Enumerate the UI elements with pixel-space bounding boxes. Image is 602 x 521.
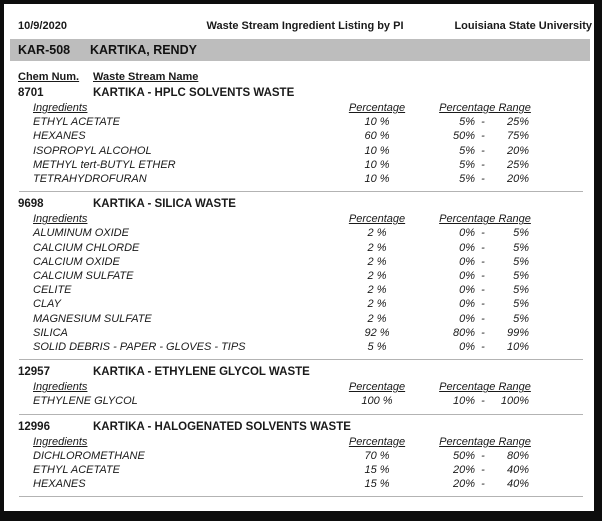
ingredient-percentage-range: [435, 255, 535, 269]
ingredient-rows: [4, 115, 594, 186]
ingredient-percentage: 2 %: [367, 298, 387, 311]
ingredient-rows: [4, 449, 594, 492]
percentage-column-header: Percentage: [348, 381, 406, 394]
ingredient-name: HEXANES: [33, 130, 86, 143]
ingredient-name: CALCIUM CHLORDE: [33, 241, 140, 254]
ingredient-rows: [4, 226, 594, 354]
ingredient-percentage: 10 %: [364, 116, 390, 129]
chem-num: 12957: [18, 366, 50, 379]
ingredients-column-header: Ingredients: [33, 102, 88, 114]
range-max: 20%: [506, 173, 529, 186]
range-separator: -: [481, 478, 485, 491]
pi-header-bar: [10, 39, 590, 61]
range-separator: -: [481, 341, 485, 354]
waste-stream-name: KARTIKA - HPLC SOLVENTS WASTE: [93, 87, 295, 99]
range-separator: -: [481, 395, 485, 408]
ingredient-percentage: 5 %: [367, 341, 387, 354]
ingredient-percentage: 70 %: [364, 449, 390, 462]
ingredients-column-header: Ingredients: [33, 381, 88, 394]
ingredient-row: [4, 312, 594, 326]
ingredient-name: HEXANES: [33, 478, 86, 491]
table-column-headers: [4, 71, 594, 83]
ingredient-rows: [4, 394, 594, 408]
ingredient-name: ETHYL ACETATE: [33, 116, 121, 129]
waste-stream-heading: [4, 365, 594, 379]
range-min: 10%: [452, 395, 475, 408]
ingredient-percentage-range: [435, 226, 535, 240]
pi-name: KARTIKA, RENDY: [90, 43, 197, 57]
range-max: 5%: [513, 241, 529, 254]
ingredient-percentage: 10 %: [364, 158, 390, 171]
percentage-column-header: Percentage: [348, 213, 406, 226]
range-max: 5%: [513, 312, 529, 325]
ingredient-table-header: [4, 212, 594, 226]
range-min: 0%: [459, 227, 475, 240]
range-max: 25%: [506, 158, 529, 171]
ingredient-row: [4, 172, 594, 186]
waste-stream-name-column-header: Waste Stream Name: [93, 71, 199, 83]
section-divider: [19, 496, 583, 497]
ingredient-name: SOLID DEBRIS - PAPER - GLOVES - TIPS: [33, 341, 246, 354]
ingredient-row: [4, 269, 594, 283]
report-title: Waste Stream Ingredient Listing by PI: [206, 20, 404, 32]
ingredient-percentage: 100 %: [361, 395, 393, 408]
ingredient-row: [4, 144, 594, 158]
range-min: 0%: [459, 255, 475, 268]
range-max: 20%: [506, 144, 529, 157]
range-min: 50%: [452, 449, 475, 462]
ingredient-percentage: 2 %: [367, 312, 387, 325]
percentage-range-column-header: Percentage Range: [439, 435, 531, 448]
ingredient-table-header: [4, 380, 594, 394]
ingredient-percentage: 10 %: [364, 144, 390, 157]
range-separator: -: [481, 284, 485, 297]
range-max: 5%: [513, 270, 529, 283]
range-separator: -: [481, 312, 485, 325]
range-max: 10%: [506, 341, 529, 354]
percentage-range-column-header: Percentage Range: [439, 381, 531, 394]
ingredient-percentage-range: [435, 394, 535, 408]
range-min: 0%: [459, 270, 475, 283]
range-min: 5%: [459, 173, 475, 186]
waste-stream-heading: [4, 197, 594, 211]
range-separator: -: [481, 144, 485, 157]
chem-num-column-header: Chem Num.: [18, 71, 80, 83]
ingredients-column-header: Ingredients: [33, 213, 88, 226]
ingredient-percentage: 10 %: [364, 173, 390, 186]
ingredient-percentage-range: [435, 158, 535, 172]
report-date: 10/9/2020: [18, 20, 67, 32]
range-separator: -: [481, 227, 485, 240]
range-min: 20%: [452, 464, 475, 477]
range-min: 50%: [452, 130, 475, 143]
ingredient-percentage-range: [435, 269, 535, 283]
range-min: 0%: [459, 241, 475, 254]
waste-stream-heading: [4, 86, 594, 100]
range-separator: -: [481, 173, 485, 186]
waste-stream-name: KARTIKA - HALOGENATED SOLVENTS WASTE: [93, 420, 351, 433]
ingredient-name: CALCIUM OXIDE: [33, 255, 120, 268]
ingredient-name: SILICA: [33, 326, 68, 339]
range-max: 40%: [506, 464, 529, 477]
range-max: 80%: [506, 449, 529, 462]
ingredient-percentage-range: [435, 312, 535, 326]
range-max: 5%: [513, 298, 529, 311]
organization-name: Louisiana State University: [454, 20, 592, 32]
range-max: 5%: [513, 227, 529, 240]
range-separator: -: [481, 326, 485, 339]
ingredient-percentage: 15 %: [364, 464, 390, 477]
waste-stream-section: [4, 86, 594, 192]
ingredient-row: [4, 477, 594, 491]
percentage-range-column-header: Percentage Range: [439, 213, 531, 226]
waste-stream-section: [4, 197, 594, 360]
ingredient-name: CELITE: [33, 284, 72, 297]
ingredient-row: [4, 297, 594, 311]
chem-num: 8701: [18, 87, 44, 99]
ingredient-name: CALCIUM SULFATE: [33, 270, 134, 283]
section-divider: [19, 414, 583, 415]
ingredient-percentage-range: [435, 283, 535, 297]
ingredient-table-header: [4, 101, 594, 115]
ingredient-percentage-range: [435, 449, 535, 463]
ingredient-name: CLAY: [33, 298, 61, 311]
ingredient-row: [4, 394, 594, 408]
range-separator: -: [481, 298, 485, 311]
ingredient-percentage-range: [435, 241, 535, 255]
ingredient-row: [4, 340, 594, 354]
ingredient-table-header: [4, 435, 594, 449]
range-separator: -: [481, 130, 485, 143]
ingredient-percentage: 60 %: [364, 130, 390, 143]
ingredient-name: TETRAHYDROFURAN: [33, 173, 147, 186]
range-separator: -: [481, 241, 485, 254]
ingredient-percentage: 15 %: [364, 478, 390, 491]
ingredient-percentage-range: [435, 326, 535, 340]
range-min: 0%: [459, 312, 475, 325]
ingredient-row: [4, 129, 594, 143]
waste-streams: [4, 86, 594, 497]
percentage-range-column-header: Percentage Range: [439, 102, 531, 114]
range-min: 0%: [459, 298, 475, 311]
ingredient-percentage: 92 %: [364, 326, 390, 339]
range-separator: -: [481, 449, 485, 462]
ingredient-row: [4, 255, 594, 269]
waste-stream-name: KARTIKA - SILICA WASTE: [93, 198, 236, 211]
range-max: 99%: [506, 326, 529, 339]
ingredient-name: ETHYLENE GLYCOL: [33, 395, 138, 408]
ingredient-row: [4, 226, 594, 240]
ingredient-row: [4, 241, 594, 255]
range-min: 0%: [459, 284, 475, 297]
ingredient-name: DICHLOROMETHANE: [33, 449, 145, 462]
ingredient-percentage-range: [435, 172, 535, 186]
range-min: 20%: [452, 478, 475, 491]
ingredient-percentage-range: [435, 115, 535, 129]
range-separator: -: [481, 464, 485, 477]
waste-stream-section: [4, 420, 594, 498]
ingredient-percentage-range: [435, 144, 535, 158]
range-separator: -: [481, 270, 485, 283]
ingredient-percentage: 2 %: [367, 241, 387, 254]
chem-num: 9698: [18, 198, 44, 211]
ingredient-name: MAGNESIUM SULFATE: [33, 312, 152, 325]
ingredient-percentage: 2 %: [367, 227, 387, 240]
range-min: 5%: [459, 116, 475, 129]
range-min: 80%: [452, 326, 475, 339]
range-max: 75%: [506, 130, 529, 143]
section-divider: [19, 359, 583, 360]
ingredient-name: ISOPROPYL ALCOHOL: [33, 144, 152, 157]
ingredient-name: ALUMINUM OXIDE: [33, 227, 129, 240]
ingredient-percentage: 2 %: [367, 270, 387, 283]
ingredients-column-header: Ingredients: [33, 435, 88, 448]
ingredient-name: METHYL tert-BUTYL ETHER: [33, 158, 176, 171]
range-separator: -: [481, 255, 485, 268]
percentage-column-header: Percentage: [348, 102, 406, 114]
range-min: 5%: [459, 144, 475, 157]
ingredient-percentage: 2 %: [367, 255, 387, 268]
ingredient-percentage-range: [435, 463, 535, 477]
chem-num: 12996: [18, 420, 50, 433]
ingredient-percentage-range: [435, 129, 535, 143]
percentage-column-header: Percentage: [348, 435, 406, 448]
ingredient-row: [4, 449, 594, 463]
ingredient-row: [4, 326, 594, 340]
ingredient-row: [4, 283, 594, 297]
range-separator: -: [481, 158, 485, 171]
range-max: 100%: [500, 395, 529, 408]
ingredient-row: [4, 115, 594, 129]
waste-stream-name: KARTIKA - ETHYLENE GLYCOL WASTE: [93, 366, 310, 379]
range-separator: -: [481, 116, 485, 129]
ingredient-percentage-range: [435, 340, 535, 354]
range-min: 0%: [459, 341, 475, 354]
range-min: 5%: [459, 158, 475, 171]
range-max: 5%: [513, 284, 529, 297]
range-max: 25%: [506, 116, 529, 129]
ingredient-percentage-range: [435, 297, 535, 311]
pi-code: KAR-508: [18, 43, 71, 57]
ingredient-percentage-range: [435, 477, 535, 491]
ingredient-percentage: 2 %: [367, 284, 387, 297]
waste-stream-section: [4, 365, 594, 414]
section-divider: [19, 191, 583, 192]
ingredient-row: [4, 158, 594, 172]
range-max: 40%: [506, 478, 529, 491]
ingredient-name: ETHYL ACETATE: [33, 464, 121, 477]
range-max: 5%: [513, 255, 529, 268]
report-header: [4, 4, 594, 32]
waste-stream-heading: [4, 420, 594, 434]
ingredient-row: [4, 463, 594, 477]
